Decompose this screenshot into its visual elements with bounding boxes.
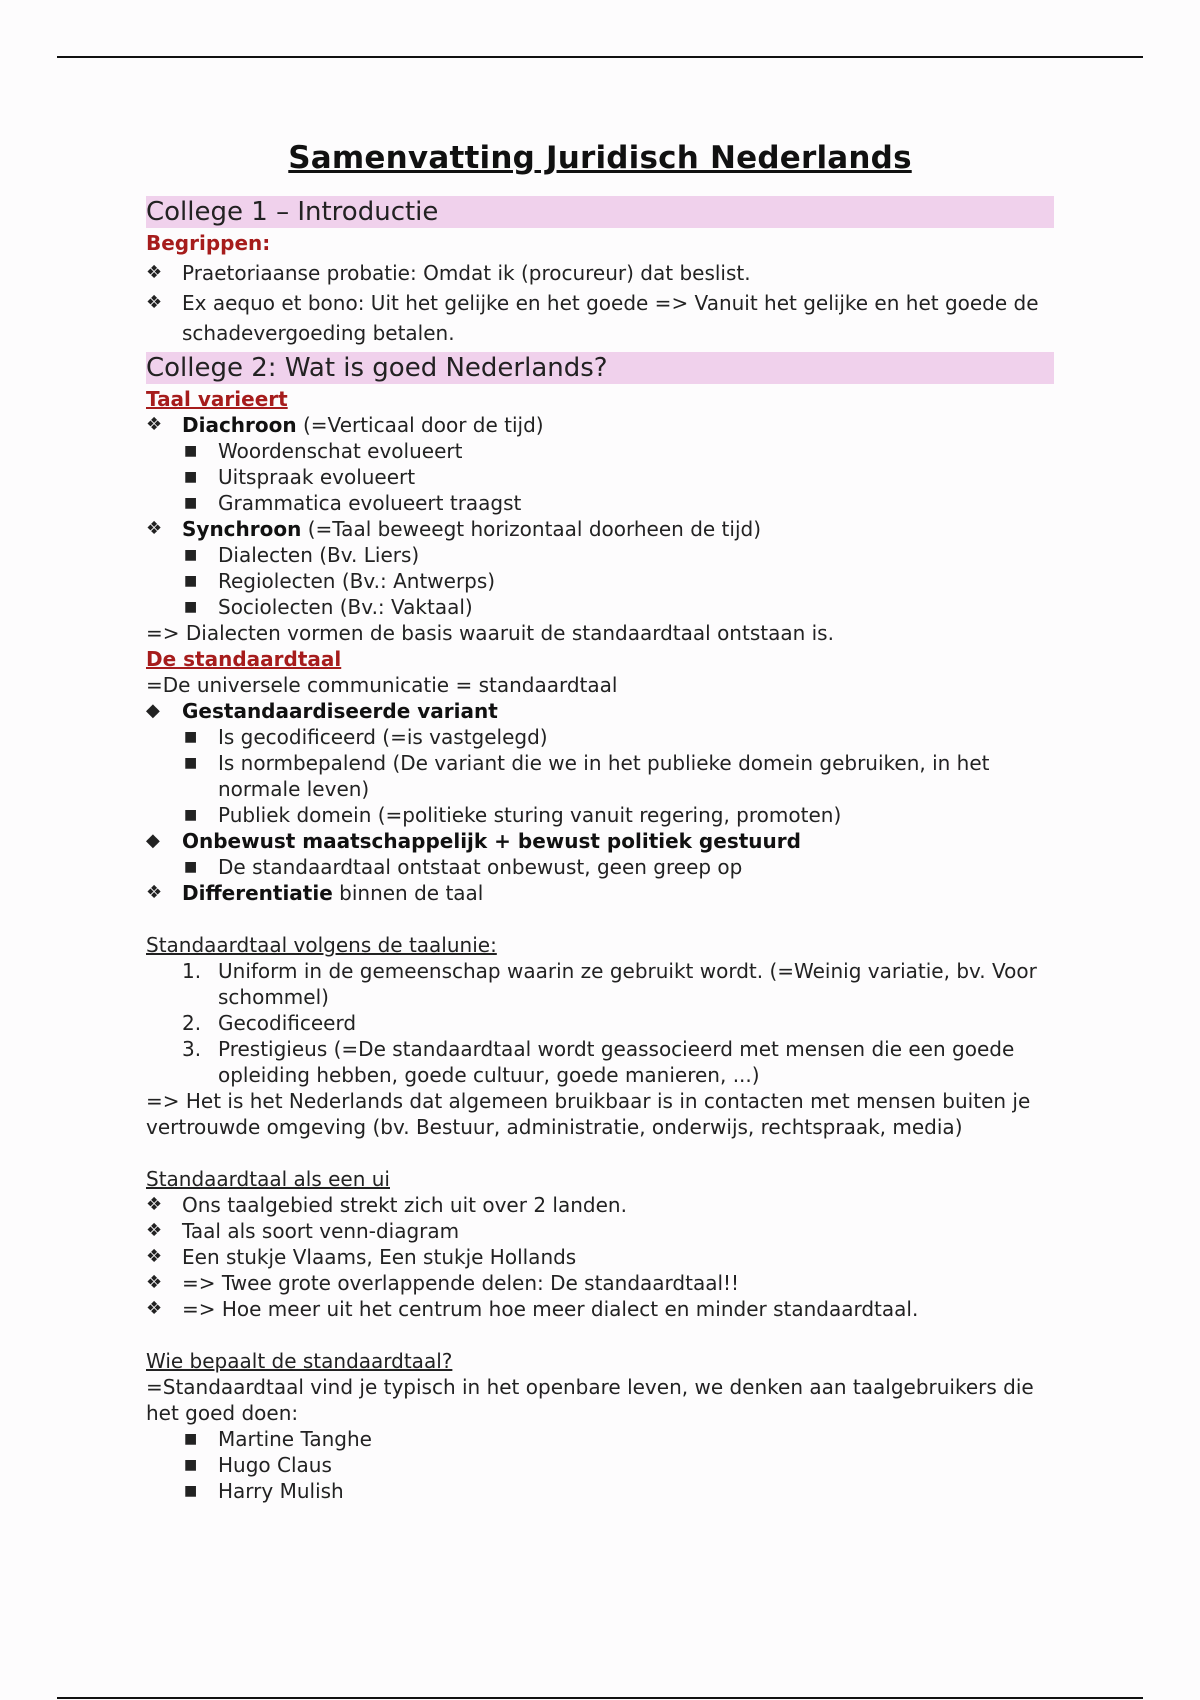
sub-list-item: ■ Regiolecten (Bv.: Antwerps) [184, 569, 496, 593]
taalunie-conclusion: => Het is het Nederlands dat algemeen bruikbaar is in contacten met mensen buiten je vertrouwde omgeving (bv. Bestuur, administratie, onderwijs, rechtspraak, media) [146, 1089, 1031, 1139]
square-bullet-icon: ■ [184, 547, 198, 563]
diamond-bullet-icon: ❖ [146, 1194, 163, 1215]
standaardtaal-definition: =De universele communicatie = standaardtaal [146, 673, 618, 697]
sub-list-item: ■ De standaardtaal ontstaat onbewust, geen greep op [184, 855, 743, 879]
square-bullet-icon: ■ [184, 573, 198, 589]
list-item: ❖ Taal als soort venn-diagram [146, 1219, 460, 1243]
college-1-heading: College 1 – Introductie [146, 196, 1054, 228]
diamond-bullet-icon: ❖ [146, 518, 163, 539]
wie-title: Wie bepaalt de standaardtaal? [146, 1349, 453, 1373]
taalunie-title: Standaardtaal volgens de taalunie: [146, 933, 497, 957]
begrippen-label: Begrippen: [146, 231, 271, 255]
list-item: 1. Uniform in de gemeenschap waarin ze gebruikt wordt. (=Weinig variatie, bv. Voor schommel) [182, 959, 1037, 1009]
begrippen-list [146, 258, 1054, 348]
taal-varieert-conclusion: => Dialecten vormen de basis waaruit de standaardtaal ontstaan is. [146, 621, 834, 645]
ui-list [146, 1192, 1054, 1322]
diamond-bullet-icon: ❖ [146, 1298, 163, 1319]
diamond-bullet-icon: ❖ [146, 292, 163, 313]
sub-list-item: ■ Is gecodificeerd (=is vastgelegd) [184, 725, 548, 749]
header-rule [57, 56, 1143, 58]
list-item: ❖ Praetoriaanse probatie: Omdat ik (procureur) dat beslist. [146, 258, 1054, 288]
square-bullet-icon: ■ [184, 443, 198, 459]
college-2-heading: College 2: Wat is goed Nederlands? [146, 352, 1054, 384]
document-title: Samenvatting Juridisch Nederlands [288, 140, 912, 176]
square-bullet-icon: ■ [184, 599, 198, 615]
square-bullet-icon: ■ [184, 469, 198, 485]
sub-list-item: ■ Is normbepalend (De variant die we in het publieke domein gebruiken, in het normale leven) [184, 751, 990, 801]
taal-varieert-list [146, 412, 1054, 620]
sub-list-item: ■ Sociolecten (Bv.: Vaktaal) [184, 595, 473, 619]
sub-list-item: ■ Uitspraak evolueert [184, 465, 416, 489]
taalunie-list [146, 958, 1054, 1088]
square-bullet-icon: ■ [184, 1483, 198, 1499]
diamond-bullet-icon: ◆ [146, 700, 160, 721]
document-body [146, 140, 1054, 1504]
diamond-bullet-icon: ◆ [146, 830, 160, 851]
list-item: ❖ Ons taalgebied strekt zich uit over 2 landen. [146, 1193, 627, 1217]
diamond-bullet-icon: ❖ [146, 262, 163, 283]
sub-list-item: ■ Dialecten (Bv. Liers) [184, 543, 420, 567]
list-item: ❖ Differentiatie binnen de taal [146, 881, 484, 905]
standaardtaal-title: De standaardtaal [146, 647, 342, 671]
sub-list-item: ■ Harry Mulish [184, 1479, 344, 1503]
sub-list-item: ■ Woordenschat evolueert [184, 439, 463, 463]
list-item: ❖ Ex aequo et bono: Uit het gelijke en het goede => Vanuit het gelijke en het goede de schadevergoeding betalen. [146, 288, 1054, 348]
taal-varieert-title: Taal varieert [146, 387, 288, 411]
square-bullet-icon: ■ [184, 729, 198, 745]
square-bullet-icon: ■ [184, 495, 198, 511]
square-bullet-icon: ■ [184, 1431, 198, 1447]
diamond-bullet-icon: ❖ [146, 1220, 163, 1241]
sub-list-item: ■ Hugo Claus [184, 1453, 332, 1477]
square-bullet-icon: ■ [184, 1457, 198, 1473]
diamond-bullet-icon: ❖ [146, 882, 163, 903]
diamond-bullet-icon: ❖ [146, 414, 163, 435]
diamond-bullet-icon: ❖ [146, 1272, 163, 1293]
square-bullet-icon: ■ [184, 807, 198, 823]
sub-list-item: ■ Publiek domein (=politieke sturing vanuit regering, promoten) [184, 803, 842, 827]
standaardtaal-list [146, 698, 1054, 906]
list-item: ◆ Onbewust maatschappelijk + bewust politiek gestuurd [146, 829, 801, 853]
list-item: 3. Prestigieus (=De standaardtaal wordt geassocieerd met mensen die een goede opleiding hebben, goede cultuur, goede manieren, ...) [182, 1037, 1015, 1087]
ui-title: Standaardtaal als een ui [146, 1167, 390, 1191]
wie-list [146, 1426, 1054, 1504]
list-item: ❖ Een stukje Vlaams, Een stukje Hollands [146, 1245, 577, 1269]
diamond-bullet-icon: ❖ [146, 1246, 163, 1267]
square-bullet-icon: ■ [184, 859, 198, 875]
list-item: ❖ => Hoe meer uit het centrum hoe meer dialect en minder standaardtaal. [146, 1297, 919, 1321]
list-item: ❖ Diachroon (=Verticaal door de tijd) [146, 413, 544, 437]
square-bullet-icon: ■ [184, 755, 198, 771]
footer-rule [57, 1697, 1143, 1699]
wie-intro: =Standaardtaal vind je typisch in het openbare leven, we denken aan taalgebruikers die het goed doen: [146, 1375, 1034, 1425]
sub-list-item: ■ Grammatica evolueert traagst [184, 491, 522, 515]
list-item: 2. Gecodificeerd [182, 1011, 357, 1035]
list-item: ◆ Gestandaardiseerde variant [146, 699, 498, 723]
list-item: ❖ => Twee grote overlappende delen: De standaardtaal!! [146, 1271, 740, 1295]
sub-list-item: ■ Martine Tanghe [184, 1427, 372, 1451]
list-item: ❖ Synchroon (=Taal beweegt horizontaal doorheen de tijd) [146, 517, 762, 541]
